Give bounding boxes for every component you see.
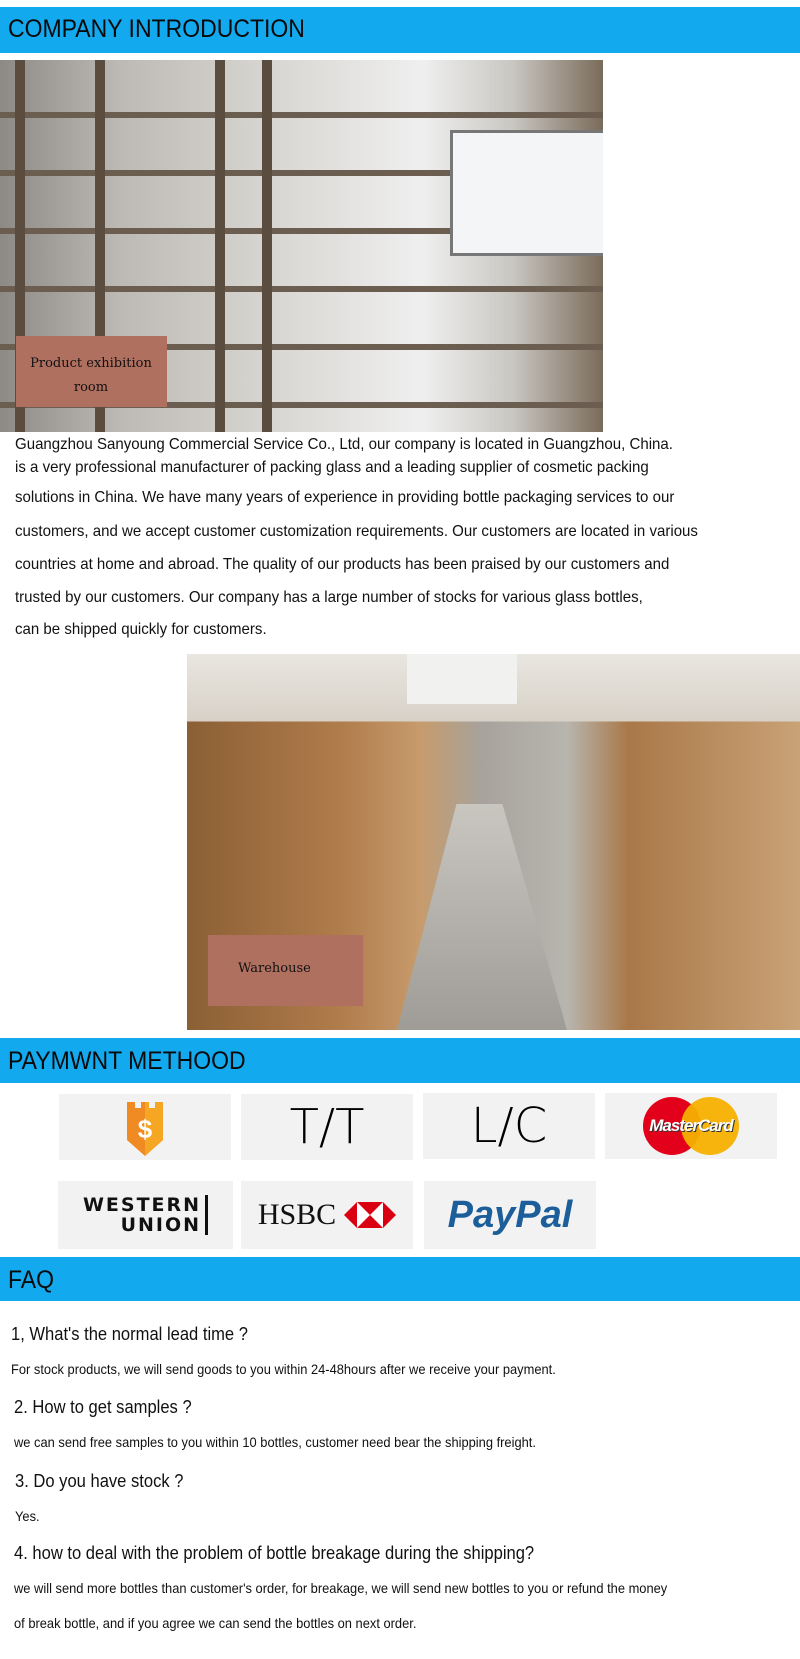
intro-line: is a very professional manufacturer of packing glass and a leading supplier of cosmetic packing bbox=[15, 459, 649, 476]
intro-line: solutions in China. We have many years of experience in providing bottle packaging services to our bbox=[15, 489, 675, 506]
payment-hsbc: HSBC bbox=[241, 1181, 413, 1249]
payment-method-header bbox=[0, 1038, 800, 1083]
exhibition-label: Product exhibition room bbox=[16, 336, 167, 407]
faq-answer: we can send free samples to you within 10 bottles, customer need bear the shipping freight. bbox=[14, 1434, 536, 1450]
section-title: COMPANY INTRODUCTION bbox=[8, 15, 305, 43]
shield-dollar-icon bbox=[125, 1096, 165, 1158]
payment-tt: T/T bbox=[241, 1094, 413, 1160]
warehouse-photo bbox=[187, 654, 800, 1030]
payment-western-union: WESTERN UNION bbox=[58, 1181, 233, 1249]
faq-question: 1, What's the normal lead time ? bbox=[11, 1324, 248, 1344]
faq-question: 2. How to get samples ? bbox=[14, 1397, 192, 1417]
exhibition-room-photo bbox=[0, 60, 603, 432]
faq-answer: For stock products, we will send goods to you within 24-48hours after we receive your payment. bbox=[11, 1361, 556, 1377]
payment-escrow bbox=[59, 1094, 231, 1160]
mastercard-logo: MasterCard bbox=[643, 1097, 739, 1155]
faq-header bbox=[0, 1257, 800, 1301]
faq-answer: of break bottle, and if you agree we can send the bottles on next order. bbox=[14, 1615, 417, 1631]
faq-question: 4. how to deal with the problem of bottle breakage during the shipping? bbox=[14, 1543, 535, 1563]
intro-line: countries at home and abroad. The quality of our products has been praised by our customers and bbox=[15, 556, 670, 573]
payment-paypal: PayPal bbox=[424, 1181, 596, 1249]
hsbc-hexagon-icon bbox=[344, 1202, 396, 1228]
faq-answer: we will send more bottles than customer's order, for breakage, we will send new bottles to you or refund the money bbox=[14, 1580, 668, 1596]
section-title: PAYMWNT METHOOD bbox=[8, 1047, 246, 1075]
intro-line: trusted by our customers. Our company has a large number of stocks for various glass bottles, bbox=[15, 589, 643, 606]
payment-mastercard bbox=[605, 1093, 777, 1159]
payment-lc: L/C bbox=[423, 1093, 595, 1159]
svg-text:$: $ bbox=[137, 1114, 153, 1144]
warehouse-label: Warehouse bbox=[208, 935, 363, 1006]
faq-answer: Yes. bbox=[15, 1508, 40, 1524]
section-title: FAQ bbox=[8, 1266, 55, 1294]
intro-line: Guangzhou Sanyoung Commercial Service Co., Ltd, our company is located in Guangzhou, China. bbox=[15, 436, 673, 453]
faq-question: 3. Do you have stock ? bbox=[15, 1471, 184, 1491]
intro-line: can be shipped quickly for customers. bbox=[15, 621, 267, 638]
intro-line: customers, and we accept customer customization requirements. Our customers are located in various bbox=[15, 523, 698, 540]
company-introduction-header bbox=[0, 7, 800, 53]
